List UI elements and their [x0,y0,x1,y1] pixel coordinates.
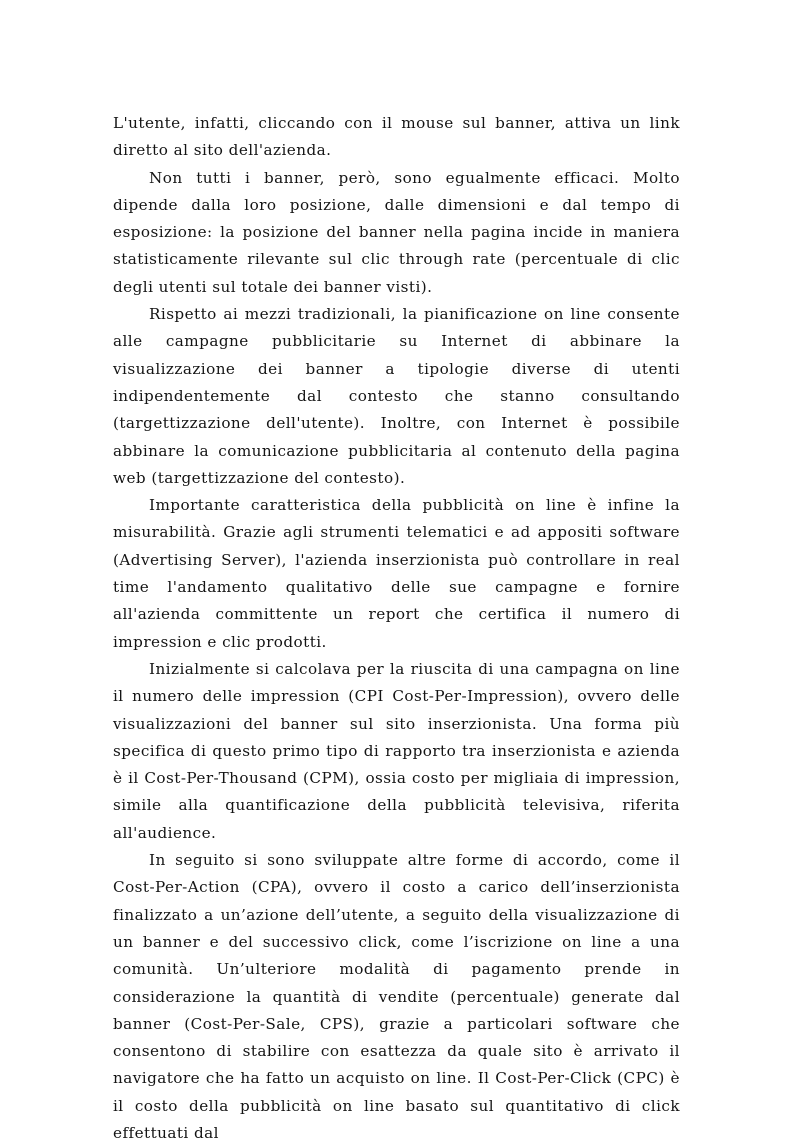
paragraph-cpa-cps-cpc: In seguito si sono sviluppate altre forme di accordo, come il Cost-Per-Action (CPA), ovvero il costo a carico dell’inserzionista finalizzato a un’azione dell’utente, a seguito della visualizzazione di un banner e del successivo click, come l’iscrizione on line a una comunità. Un’ulteriore modalità di pagamento prende in considerazione la quantità di vendite (percentuale) generate dal banner (Cost-Per-Sale, CPS), grazie a particolari software che consentono di stabilire con esattezza da quale sito è arrivato il navigatore che ha fatto un acquisto on line. Il Cost-Per-Click (CPC) è il costo della pubblicità on line basato sul quantitativo di click effettuati dal [113,851,680,1142]
document-page [113,110,680,1147]
paragraph-cpi-cpm: Inizialmente si calcolava per la riuscita di una campagna on line il numero delle impression (CPI Cost-Per-Impression), ovvero delle visualizzazioni del banner sul sito inserzionista. Una forma più specifica di questo primo tipo di rapporto tra inserzionista e azienda è il Cost-Per-Thousand (CPM), ossia costo per migliaia di impression, simile alla quantificazione della pubblicità televisiva, riferita all'audience. [113,659,680,842]
paragraph-targeting: Rispetto ai mezzi tradizionali, la pianificazione on line consente alle campagne pubblicitarie su Internet di abbinare la visualizzazione dei banner a tipologie diverse di utenti indipendentemente dal contesto che stanno consultando (targettizzazione dell'utente). Inoltre, con Internet è possibile abbinare la comunicazione pubblicitaria al contenuto della pagina web (targettizzazione del contesto). [113,305,680,487]
paragraph-banner-efficacy: Non tutti i banner, però, sono egualmente efficaci. Molto dipende dalla loro posizione, dalle dimensioni e dal tempo di esposizione: la posizione del banner nella pagina incide in maniera statisticamente rilevante sul clic through rate (percentuale di clic degli utenti sul totale dei banner visti). [113,168,680,296]
paragraph-banner-link: L'utente, infatti, cliccando con il mouse sul banner, attiva un link diretto al sito dell'azienda. [113,114,680,160]
paragraph-measurability: Importante caratteristica della pubblicità on line è infine la misurabilità. Grazie agli strumenti telematici e ad appositi software (Advertising Server), l'azienda inserzionista può controllare in real time l'andamento qualitativo delle sue campagne e fornire all'azienda committente un report che certifica il numero di impression e clic prodotti. [113,496,680,651]
